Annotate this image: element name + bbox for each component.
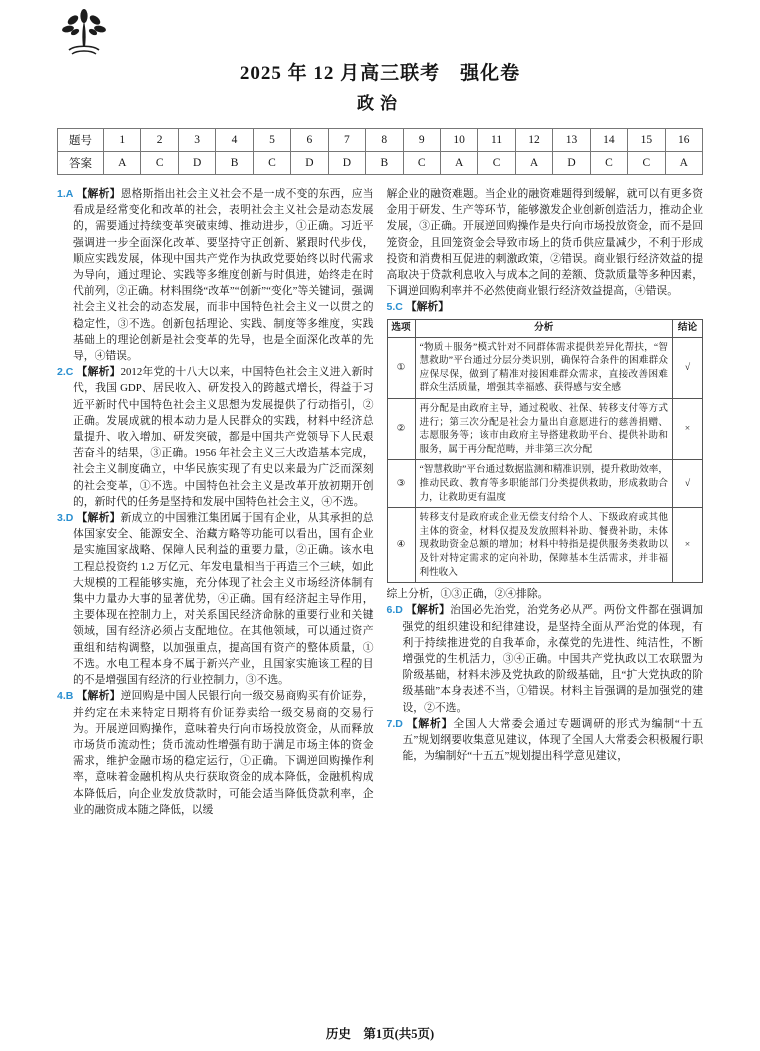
- right-column: [387, 186, 704, 818]
- answer-cell: C: [478, 152, 515, 175]
- answer-cell: D: [553, 152, 590, 175]
- answer-cell: D: [178, 152, 215, 175]
- answer-key-answer-row: [58, 152, 703, 175]
- explanation-q4-continuation: 解企业的融资难题。当企业的融资难题得到缓解，就可以有更多资金用于研发、生产等环节，能够激发企业创新创造活力，推动企业发展，③正确。开展逆回购操作是央行向市场投放资金，而不是回笼资金，且回笼资金会导致市场上的货币供应量减少，不利于形成投资和消费相互促进的刺激政策，②错误。商业银行经济效益的提高取决于贷款利息收入与成本之间的差额、贷款质量等多种因素，下调逆回购利率并不必然使商业银行经济效益提高，④错误。: [386, 188, 703, 298]
- explanations-content: [57, 186, 703, 818]
- question-number-cell: 12: [515, 129, 552, 152]
- explanation-item-q3: [57, 510, 374, 688]
- answer-cell: A: [440, 152, 477, 175]
- analysis-tag: 【解析】: [405, 301, 450, 314]
- analysis-tag: 【解析】: [405, 604, 451, 617]
- question-number-cell: 11: [478, 129, 515, 152]
- question-number-cell: 7: [328, 129, 365, 152]
- explanation-item-q1: [57, 186, 374, 364]
- question-number-cell: 3: [178, 129, 215, 152]
- left-column: [57, 186, 374, 818]
- explanation-text: 新成立的中国雅江集团属于国有企业，从其承担的总体国家安全、能源安全、治藏方略等功能可以看出，国有企业是实施国家战略、保障人民利益的重要力量，②正确。该水电工程总投资约 1.2 万亿元、年发电量相当于再造三个三峡，如此大规模的工程能够实施，充分体现了社会主义市场经济体制有集中力量办大事的显著优势，④正确。国有经济起主导作用，主要体现在控制力上，对关系国民经济命脉的重要行业和关键领域，国有经济必须占支配地位。在其他领域，可以通过资产重组和结构调整，以加强重点，提高国有资产的整体质量，①不选。水电工程本身不属于新兴产业，且国家实施该工程的目的不是增强国有经济的行业控制力，③不选。: [73, 512, 374, 687]
- answer-key-table: [57, 128, 703, 175]
- q5-conclusion: ×: [673, 508, 703, 583]
- q5-analysis-text: 转移支付是政府或企业无偿支付给个人、下级政府或其他主体的资金，材料仅提及发放照料补助、餐费补助，未体现救助资金总额的增加；材料中特指是提供服务类救助以及针对特定需求的定向补助，保障基本生活需求，并非福利性收入: [415, 508, 673, 583]
- explanation-text: 2012年党的十八大以来，中国特色社会主义进入新时代，我国 GDP、居民收入、研发投入的跨越式增长，得益于习近平新时代中国特色社会主义思想为发展提供了行动指引，②正确。发展成就的根本动力是人民群众的实践，材料中经济总量提升、收入增加、研发突破，都是中国共产党领导下人民艰苦奋斗的结果，③正确。1956 年社会主义三大改造基本完成，社会主义制度确立，中华民族实现了有史以来最为广泛而深刻的社会变革，①不选。中国特色社会主义是改革开放初期开创的，新时代的任务是坚持和发展中国特色社会主义，④不选。: [73, 366, 374, 508]
- question-number-cell: 2: [141, 129, 178, 152]
- q5-table-row-3: [387, 460, 703, 508]
- question-number-cell: 10: [440, 129, 477, 152]
- analysis-tag: 【解析】: [76, 690, 121, 703]
- q5-option: ④: [387, 508, 415, 583]
- exam-subject: 政治: [357, 94, 403, 113]
- question-number-label: 7.D: [386, 717, 403, 730]
- page-footer: 历史 第1页(共5页): [325, 1027, 435, 1041]
- explanation-item-q5: [387, 299, 704, 315]
- question-number-cell: 15: [628, 129, 665, 152]
- answer-cell: A: [515, 152, 552, 175]
- analysis-tag: 【解析】: [405, 717, 454, 730]
- explanation-text: 逆回购是中国人民银行向一级交易商购买有价证券，并约定在未来特定日期将有价证券卖给一级交易商的交易行为。开展逆回购操作，意味着央行向市场投放资金，从而释放市场货币流动性；货币流动性增强有助于满足市场主体的资金需求，维护金融市场的稳定运行，①正确。下调逆回购操作利率，意味着金融机构从央行获取资金的成本降低，金融机构成本降低后，向企业发放贷款时，可能会适当降低贷款利率，企业的融资成本随之降低，以缓: [73, 690, 374, 816]
- q5-conclusion: ×: [673, 399, 703, 460]
- answer-cell: A: [104, 152, 141, 175]
- q5-header-option: 选项: [387, 319, 415, 337]
- q5-option: ③: [387, 460, 415, 508]
- q5-table-row-2: [387, 399, 703, 460]
- answer-cell: A: [665, 152, 702, 175]
- answer-cell: B: [366, 152, 403, 175]
- answer-cell: C: [628, 152, 665, 175]
- explanation-text: 治国必先治党，治党务必从严。两份文件都在强调加强党的组织建设和纪律建设，是坚持全面从严治党的体现，有利于持续推进党的自我革命，永葆党的先进性、纯洁性，不断增强党的生机活力，③④正确。中国共产党执政以工农联盟为阶级基础，材料未涉及党执政的阶级基础，且“扩大党执政的阶级基础”本身表述不当，①错误。材料主旨强调的是加强党的建设，②不选。: [402, 604, 704, 714]
- q5-conclusion: √: [673, 460, 703, 508]
- answer-key-number-row: [58, 129, 703, 152]
- question-number-cell: 16: [665, 129, 702, 152]
- explanation-item-q6: [387, 602, 704, 715]
- answer-cell: D: [328, 152, 365, 175]
- analysis-tag: 【解析】: [76, 188, 121, 200]
- exam-title: 2025 年 12 月高三联考 强化卷: [239, 63, 521, 84]
- answer-cell: C: [253, 152, 290, 175]
- question-number-cell: 9: [403, 129, 440, 152]
- question-number-cell: 8: [366, 129, 403, 152]
- question-number-label: 6.D: [386, 604, 403, 617]
- question-number-cell: 6: [291, 129, 328, 152]
- answer-cell: B: [216, 152, 253, 175]
- q5-header-analysis: 分析: [415, 319, 673, 337]
- explanation-item-q4: [57, 688, 374, 818]
- question-number-label: 5.C: [386, 301, 403, 314]
- q5-table-header-row: [387, 319, 703, 337]
- answer-cell: C: [403, 152, 440, 175]
- q5-analysis-table: [387, 319, 704, 584]
- question-number-label: 1.A: [57, 188, 74, 200]
- question-number-cell: 1: [104, 129, 141, 152]
- q5-header-conclusion: 结论: [673, 319, 703, 337]
- answer-cell: C: [590, 152, 627, 175]
- q5-summary: 综上分析，①③正确，②④排除。: [386, 588, 549, 601]
- publisher-logo: [60, 8, 108, 60]
- q5-conclusion: √: [673, 337, 703, 398]
- explanation-text: 全国人大常委会通过专题调研的形式为编制“十五五”规划纲要收集意见建议，体现了全国人大常委会积极履行职能，为编制好“十五五”规划提出科学意见建议，: [402, 717, 704, 763]
- question-number-label: 3.D: [57, 512, 74, 525]
- tree-logo-icon: [60, 8, 108, 60]
- answer-cell: D: [291, 152, 328, 175]
- analysis-tag: 【解析】: [76, 512, 121, 525]
- explanation-text: 恩格斯指出社会主义社会不是一成不变的东西，应当看成是经常变化和改革的社会，表明社会主义社会是动态发展的，需要通过持续变革突破束缚、推动进步，①正确。习近平强调进一步全面深化改革、要坚持守正创新、紧跟时代步伐，顺应实践发展，体现中国共产党作为执政党要始终以时代需求为导向，通过理论、实践等多维度创新与时俱进，始终走在时代前列，②正确。材料围绕“改革”“创新”“变化”等关键词，强调社会主义社会的动态发展，而非中国特色社会主义一以贯之的稳定性，③不选。创新包括理论、实践、制度等多维度，实践基础上的理论创新是社会变革的先导，也是全面深化改革的先导，④错误。: [73, 188, 374, 363]
- question-number-cell: 4: [216, 129, 253, 152]
- answer-row-label: 答案: [58, 152, 104, 175]
- question-number-label: 4.B: [57, 690, 74, 703]
- q5-analysis-text: “智慧救助”平台通过数据监测和精准识别，提升救助效率，推动民政、教育等多职能部门分类提供救助，形成救助合力，让救助更有温度: [415, 460, 673, 508]
- question-number-label: 2.C: [57, 366, 74, 379]
- q5-option: ②: [387, 399, 415, 460]
- analysis-tag: 【解析】: [76, 366, 121, 379]
- q5-table-row-1: [387, 337, 703, 398]
- q5-analysis-text: 再分配是由政府主导，通过税收、社保、转移支付等方式进行；第三次分配是社会力量出自意愿进行的慈善捐赠、志愿服务等；该市由政府主导搭建救助平台、提供补助和服务，属于再分配范畴，并非第三次分配: [415, 399, 673, 460]
- answer-cell: C: [141, 152, 178, 175]
- question-number-cell: 5: [253, 129, 290, 152]
- number-row-label: 题号: [58, 129, 104, 152]
- q5-option: ①: [387, 337, 415, 398]
- explanation-item-q2: [57, 364, 374, 510]
- q5-analysis-text: “物质＋服务”模式针对不同群体需求提供差异化帮扶，“智慧救助”平台通过分层分类识别，确保符合条件的困难群众应保尽保，做到了精准对接困难群众需求，直接改善困难群众生活质量，增强其幸福感、获得感与安全感: [415, 337, 673, 398]
- explanation-item-q7: [387, 716, 704, 765]
- question-number-cell: 14: [590, 129, 627, 152]
- q5-table-row-4: [387, 508, 703, 583]
- question-number-cell: 13: [553, 129, 590, 152]
